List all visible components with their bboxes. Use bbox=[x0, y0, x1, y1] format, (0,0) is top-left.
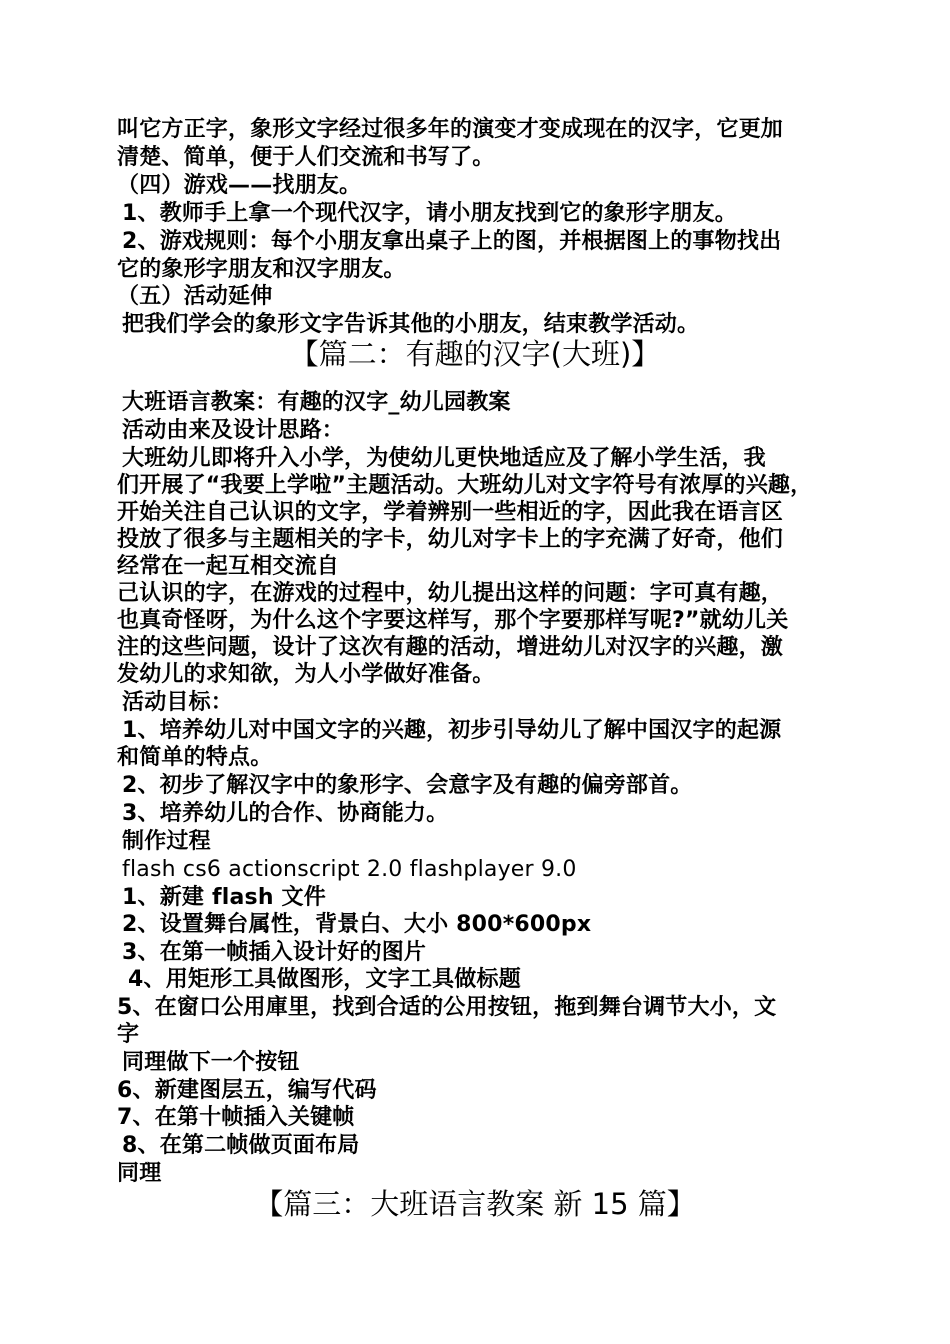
text-line: 1、培养幼儿对中国文字的兴趣，初步引导幼儿了解中国汉字的起源 bbox=[122, 718, 782, 743]
lesson-title: 大班语言教案：有趣的汉字_幼儿园教案 bbox=[122, 390, 511, 415]
text-line: 3、培养幼儿的合作、协商能力。 bbox=[122, 801, 449, 826]
text-line: 同理 bbox=[117, 1161, 162, 1186]
text-line: 把我们学会的象形文字告诉其他的小朋友，结束教学活动。 bbox=[122, 312, 700, 337]
step-line: 4、用矩形工具做图形，文字工具做标题 bbox=[128, 967, 521, 992]
text-line: 大班幼儿即将升入小学，为使幼儿更快地适应及了解小学生活，我 bbox=[122, 446, 766, 471]
text-line: 己认识的字，在游戏的过程中，幼儿提出这样的问题：字可真有趣， bbox=[117, 581, 784, 606]
text-line: 2、游戏规则：每个小朋友拿出桌子上的图，并根据图上的事物找出 bbox=[122, 229, 782, 254]
text-line: 1、教师手上拿一个现代汉字，请小朋友找到它的象形字朋友。 bbox=[122, 201, 737, 226]
text-line: 同理做下一个按钮 bbox=[122, 1050, 300, 1075]
text-line: 发幼儿的求知欲，为人小学做好准备。 bbox=[117, 662, 495, 687]
step-line: 7、在第十帧插入关键帧 bbox=[117, 1105, 355, 1130]
text-line: 制作过程 bbox=[122, 829, 211, 854]
text-line: 活动由来及设计思路： bbox=[122, 418, 345, 443]
step-line: 2、设置舞台属性，背景白、大小 800*600px bbox=[122, 912, 592, 937]
text-line: 也真奇怪呀，为什么这个字要这样写，那个字要那样写呢?”就幼儿关 bbox=[117, 608, 789, 633]
part-three-heading: 【篇三：大班语言教案 新 15 篇】 bbox=[254, 1187, 696, 1221]
section-heading-4: （四）游戏——找朋友。 bbox=[117, 173, 362, 198]
step-line: 5、在窗口公用庫里，找到合适的公用按钮，拖到舞台调节大小，文 bbox=[117, 995, 777, 1020]
step-line: 6、新建图层五，编写代码 bbox=[117, 1078, 377, 1103]
step-line: 3、在第一帧插入设计好的图片 bbox=[122, 940, 427, 965]
text-line: 2、初步了解汉字中的象形字、会意字及有趣的偏旁部首。 bbox=[122, 773, 693, 798]
text-line: 字 bbox=[117, 1022, 140, 1047]
text-line: 和简单的特点。 bbox=[117, 745, 273, 770]
step-line: 1、新建 flash 文件 bbox=[122, 885, 326, 910]
text-line: 们开展了“我要上学啦”主题活动。大班幼儿对文字符号有浓厚的兴趣， bbox=[117, 473, 813, 498]
part-two-heading: 【篇二：有趣的汉字(大班)】 bbox=[289, 337, 661, 371]
text-line: 它的象形字朋友和汉字朋友。 bbox=[117, 257, 406, 282]
text-line: 注的这些问题，设计了这次有趣的活动，增进幼儿对汉字的兴趣，激 bbox=[117, 635, 784, 660]
step-line: 8、在第二帧做页面布局 bbox=[122, 1133, 360, 1158]
text-line: 投放了很多与主题相关的字卡，幼儿对字卡上的字充满了好奇，他们 bbox=[117, 527, 784, 552]
text-line: 经常在一起互相交流自 bbox=[117, 554, 340, 579]
text-line: 清楚、简单，便于人们交流和书写了。 bbox=[117, 145, 495, 170]
software-versions: flash cs6 actionscript 2.0 flashplayer 9.0 bbox=[122, 857, 577, 882]
section-heading-5: （五）活动延伸 bbox=[117, 284, 273, 309]
text-line: 叫它方正字，象形文字经过很多年的演变才变成现在的汉字，它更加 bbox=[117, 117, 784, 142]
text-line: 开始关注自己认识的文字，学着辨别一些相近的字，因此我在语言区 bbox=[117, 500, 784, 525]
text-line: 活动目标： bbox=[122, 690, 234, 715]
